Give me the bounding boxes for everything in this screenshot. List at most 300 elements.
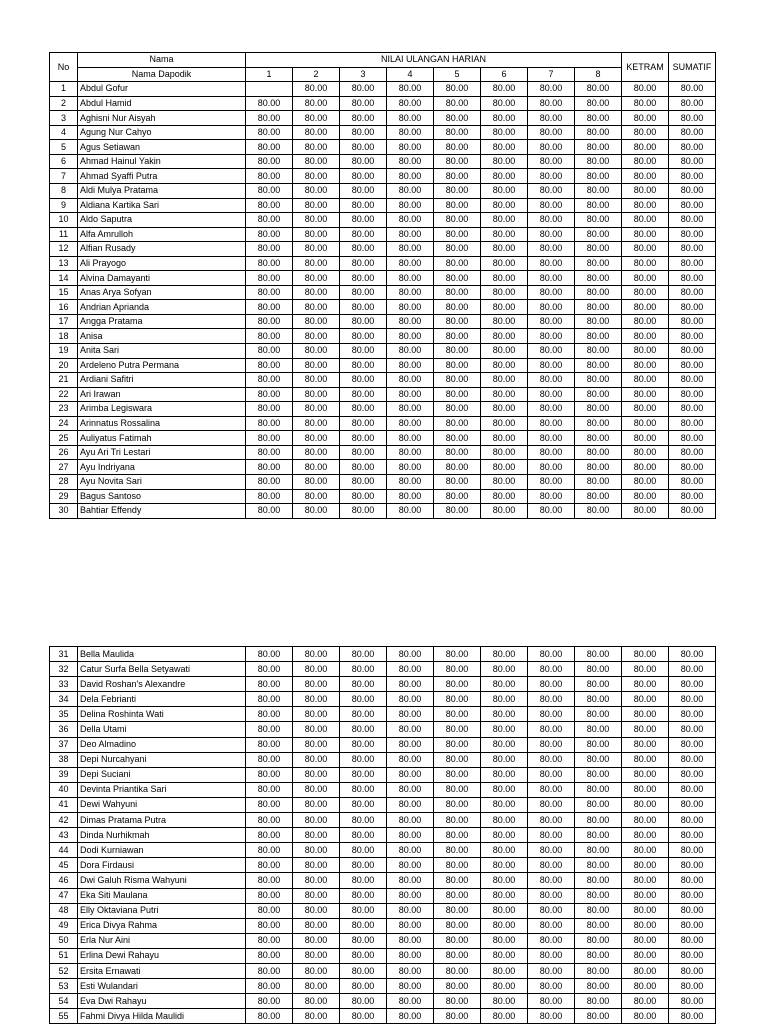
student-name: Ahmad Syaffi Putra xyxy=(78,169,246,184)
table-row xyxy=(50,948,716,963)
score-uh-7: 80.00 xyxy=(528,402,575,417)
score-uh-5: 80.00 xyxy=(434,445,481,460)
score-sumatif: 80.00 xyxy=(669,782,716,797)
score-uh-1: 80.00 xyxy=(246,737,293,752)
score-sumatif: 80.00 xyxy=(669,692,716,707)
score-ketram: 80.00 xyxy=(622,1009,669,1024)
score-uh-2: 80.00 xyxy=(293,111,340,126)
score-uh-4: 80.00 xyxy=(387,994,434,1009)
score-ketram: 80.00 xyxy=(622,948,669,963)
score-uh-5: 80.00 xyxy=(434,184,481,199)
score-uh-1 xyxy=(246,82,293,97)
score-sumatif: 80.00 xyxy=(669,707,716,722)
student-name: Della Utami xyxy=(78,722,246,737)
score-uh-7: 80.00 xyxy=(528,329,575,344)
row-number: 37 xyxy=(50,737,78,752)
score-uh-3: 80.00 xyxy=(340,948,387,963)
score-uh-3: 80.00 xyxy=(340,125,387,140)
score-uh-1: 80.00 xyxy=(246,285,293,300)
student-name: Bella Maulida xyxy=(78,647,246,662)
score-uh-6: 80.00 xyxy=(481,344,528,359)
score-uh-5: 80.00 xyxy=(434,933,481,948)
table-row xyxy=(50,828,716,843)
score-uh-7: 80.00 xyxy=(528,647,575,662)
score-uh-3: 80.00 xyxy=(340,416,387,431)
score-ketram: 80.00 xyxy=(622,752,669,767)
score-uh-6: 80.00 xyxy=(481,460,528,475)
table-row xyxy=(50,1009,716,1024)
score-uh-4: 80.00 xyxy=(387,828,434,843)
score-ketram: 80.00 xyxy=(622,416,669,431)
score-uh-7: 80.00 xyxy=(528,797,575,812)
score-sumatif: 80.00 xyxy=(669,271,716,286)
score-ketram: 80.00 xyxy=(622,387,669,402)
score-sumatif: 80.00 xyxy=(669,285,716,300)
score-uh-7: 80.00 xyxy=(528,752,575,767)
score-sumatif: 80.00 xyxy=(669,431,716,446)
row-number: 31 xyxy=(50,647,78,662)
score-uh-4: 80.00 xyxy=(387,242,434,257)
score-uh-1: 80.00 xyxy=(246,692,293,707)
score-uh-2: 80.00 xyxy=(293,242,340,257)
score-uh-1: 80.00 xyxy=(246,314,293,329)
score-uh-2: 80.00 xyxy=(293,903,340,918)
score-uh-7: 80.00 xyxy=(528,431,575,446)
score-ketram: 80.00 xyxy=(622,96,669,111)
header-uh-4: 4 xyxy=(387,67,434,82)
student-name: Anisa xyxy=(78,329,246,344)
table-row xyxy=(50,329,716,344)
score-uh-7: 80.00 xyxy=(528,416,575,431)
score-sumatif: 80.00 xyxy=(669,198,716,213)
score-uh-5: 80.00 xyxy=(434,782,481,797)
score-uh-4: 80.00 xyxy=(387,256,434,271)
score-uh-8: 80.00 xyxy=(575,431,622,446)
score-uh-1: 80.00 xyxy=(246,431,293,446)
score-uh-4: 80.00 xyxy=(387,474,434,489)
score-uh-2: 80.00 xyxy=(293,373,340,388)
row-number: 14 xyxy=(50,271,78,286)
score-uh-4: 80.00 xyxy=(387,96,434,111)
score-uh-5: 80.00 xyxy=(434,96,481,111)
score-uh-5: 80.00 xyxy=(434,767,481,782)
table-body-page-1 xyxy=(50,82,716,518)
score-uh-4: 80.00 xyxy=(387,169,434,184)
score-uh-3: 80.00 xyxy=(340,213,387,228)
score-uh-7: 80.00 xyxy=(528,782,575,797)
score-ketram: 80.00 xyxy=(622,662,669,677)
score-uh-7: 80.00 xyxy=(528,948,575,963)
score-uh-8: 80.00 xyxy=(575,329,622,344)
score-uh-5: 80.00 xyxy=(434,692,481,707)
score-sumatif: 80.00 xyxy=(669,843,716,858)
score-uh-7: 80.00 xyxy=(528,933,575,948)
score-sumatif: 80.00 xyxy=(669,445,716,460)
score-uh-4: 80.00 xyxy=(387,888,434,903)
score-uh-3: 80.00 xyxy=(340,314,387,329)
score-uh-3: 80.00 xyxy=(340,828,387,843)
score-uh-6: 80.00 xyxy=(481,169,528,184)
score-uh-6: 80.00 xyxy=(481,300,528,315)
score-uh-3: 80.00 xyxy=(340,198,387,213)
score-ketram: 80.00 xyxy=(622,213,669,228)
student-name: Devinta Priantika Sari xyxy=(78,782,246,797)
score-uh-8: 80.00 xyxy=(575,154,622,169)
table-row xyxy=(50,979,716,994)
score-uh-4: 80.00 xyxy=(387,722,434,737)
header-uh-8: 8 xyxy=(575,67,622,82)
student-name: Delina Roshinta Wati xyxy=(78,707,246,722)
score-uh-6: 80.00 xyxy=(481,963,528,978)
score-uh-3: 80.00 xyxy=(340,256,387,271)
score-uh-3: 80.00 xyxy=(340,707,387,722)
student-name: Bagus Santoso xyxy=(78,489,246,504)
score-ketram: 80.00 xyxy=(622,169,669,184)
student-name: Fahmi Divya Hilda Maulidi xyxy=(78,1009,246,1024)
score-uh-2: 80.00 xyxy=(293,752,340,767)
score-uh-5: 80.00 xyxy=(434,722,481,737)
header-uh-3: 3 xyxy=(340,67,387,82)
score-sumatif: 80.00 xyxy=(669,647,716,662)
student-name: Eva Dwi Rahayu xyxy=(78,994,246,1009)
score-uh-5: 80.00 xyxy=(434,387,481,402)
score-sumatif: 80.00 xyxy=(669,460,716,475)
score-uh-6: 80.00 xyxy=(481,692,528,707)
score-uh-3: 80.00 xyxy=(340,1009,387,1024)
score-uh-7: 80.00 xyxy=(528,358,575,373)
table-row xyxy=(50,767,716,782)
score-uh-2: 80.00 xyxy=(293,858,340,873)
score-uh-5: 80.00 xyxy=(434,474,481,489)
score-uh-6: 80.00 xyxy=(481,198,528,213)
score-uh-6: 80.00 xyxy=(481,979,528,994)
score-uh-2: 80.00 xyxy=(293,782,340,797)
score-uh-5: 80.00 xyxy=(434,677,481,692)
score-uh-6: 80.00 xyxy=(481,314,528,329)
score-uh-7: 80.00 xyxy=(528,504,575,519)
score-uh-8: 80.00 xyxy=(575,416,622,431)
student-name: Agung Nur Cahyo xyxy=(78,125,246,140)
student-name: Erica Divya Rahma xyxy=(78,918,246,933)
table-row xyxy=(50,888,716,903)
score-uh-5: 80.00 xyxy=(434,431,481,446)
score-uh-6: 80.00 xyxy=(481,373,528,388)
score-ketram: 80.00 xyxy=(622,402,669,417)
row-number: 48 xyxy=(50,903,78,918)
score-ketram: 80.00 xyxy=(622,918,669,933)
student-name: Elly Oktaviana Putri xyxy=(78,903,246,918)
score-uh-6: 80.00 xyxy=(481,843,528,858)
student-name: Ardiani Safitri xyxy=(78,373,246,388)
row-number: 1 xyxy=(50,82,78,97)
score-uh-8: 80.00 xyxy=(575,933,622,948)
score-uh-2: 80.00 xyxy=(293,271,340,286)
table-row xyxy=(50,387,716,402)
score-uh-1: 80.00 xyxy=(246,722,293,737)
row-number: 49 xyxy=(50,918,78,933)
table-row xyxy=(50,843,716,858)
score-uh-3: 80.00 xyxy=(340,722,387,737)
score-uh-6: 80.00 xyxy=(481,948,528,963)
score-sumatif: 80.00 xyxy=(669,752,716,767)
score-sumatif: 80.00 xyxy=(669,96,716,111)
score-uh-1: 80.00 xyxy=(246,948,293,963)
score-sumatif: 80.00 xyxy=(669,504,716,519)
score-uh-4: 80.00 xyxy=(387,662,434,677)
table-row xyxy=(50,677,716,692)
score-uh-5: 80.00 xyxy=(434,169,481,184)
score-uh-8: 80.00 xyxy=(575,82,622,97)
row-number: 3 xyxy=(50,111,78,126)
score-uh-3: 80.00 xyxy=(340,445,387,460)
score-uh-2: 80.00 xyxy=(293,402,340,417)
table-row xyxy=(50,782,716,797)
score-uh-3: 80.00 xyxy=(340,662,387,677)
score-uh-2: 80.00 xyxy=(293,154,340,169)
row-number: 15 xyxy=(50,285,78,300)
student-name: Dela Febrianti xyxy=(78,692,246,707)
score-uh-4: 80.00 xyxy=(387,198,434,213)
score-uh-4: 80.00 xyxy=(387,358,434,373)
score-ketram: 80.00 xyxy=(622,474,669,489)
score-uh-2: 80.00 xyxy=(293,344,340,359)
score-uh-7: 80.00 xyxy=(528,489,575,504)
row-number: 50 xyxy=(50,933,78,948)
score-ketram: 80.00 xyxy=(622,843,669,858)
table-row xyxy=(50,963,716,978)
score-uh-5: 80.00 xyxy=(434,314,481,329)
score-uh-2: 80.00 xyxy=(293,918,340,933)
score-uh-7: 80.00 xyxy=(528,873,575,888)
score-sumatif: 80.00 xyxy=(669,387,716,402)
header-row-1 xyxy=(50,53,716,68)
student-name: Depi Suciani xyxy=(78,767,246,782)
row-number: 19 xyxy=(50,344,78,359)
score-uh-6: 80.00 xyxy=(481,707,528,722)
score-ketram: 80.00 xyxy=(622,963,669,978)
score-uh-8: 80.00 xyxy=(575,198,622,213)
score-uh-8: 80.00 xyxy=(575,843,622,858)
score-uh-4: 80.00 xyxy=(387,843,434,858)
score-uh-6: 80.00 xyxy=(481,285,528,300)
score-uh-5: 80.00 xyxy=(434,858,481,873)
score-uh-3: 80.00 xyxy=(340,154,387,169)
table-row xyxy=(50,358,716,373)
score-uh-1: 80.00 xyxy=(246,994,293,1009)
score-uh-6: 80.00 xyxy=(481,227,528,242)
score-uh-6: 80.00 xyxy=(481,782,528,797)
score-uh-2: 80.00 xyxy=(293,1009,340,1024)
score-uh-8: 80.00 xyxy=(575,918,622,933)
score-uh-8: 80.00 xyxy=(575,460,622,475)
score-uh-4: 80.00 xyxy=(387,344,434,359)
score-uh-2: 80.00 xyxy=(293,285,340,300)
table-row xyxy=(50,460,716,475)
score-ketram: 80.00 xyxy=(622,828,669,843)
score-uh-1: 80.00 xyxy=(246,858,293,873)
score-sumatif: 80.00 xyxy=(669,358,716,373)
score-uh-3: 80.00 xyxy=(340,918,387,933)
score-sumatif: 80.00 xyxy=(669,314,716,329)
score-uh-6: 80.00 xyxy=(481,828,528,843)
score-uh-4: 80.00 xyxy=(387,489,434,504)
score-uh-1: 80.00 xyxy=(246,184,293,199)
score-uh-7: 80.00 xyxy=(528,169,575,184)
score-uh-5: 80.00 xyxy=(434,402,481,417)
score-uh-5: 80.00 xyxy=(434,256,481,271)
score-uh-7: 80.00 xyxy=(528,285,575,300)
score-uh-3: 80.00 xyxy=(340,96,387,111)
score-uh-3: 80.00 xyxy=(340,329,387,344)
table-row xyxy=(50,722,716,737)
score-uh-7: 80.00 xyxy=(528,373,575,388)
score-uh-3: 80.00 xyxy=(340,692,387,707)
score-ketram: 80.00 xyxy=(622,460,669,475)
score-uh-4: 80.00 xyxy=(387,858,434,873)
student-name: Dora Firdausi xyxy=(78,858,246,873)
score-uh-8: 80.00 xyxy=(575,373,622,388)
score-uh-8: 80.00 xyxy=(575,752,622,767)
score-uh-7: 80.00 xyxy=(528,888,575,903)
score-uh-2: 80.00 xyxy=(293,489,340,504)
score-uh-6: 80.00 xyxy=(481,873,528,888)
score-uh-2: 80.00 xyxy=(293,797,340,812)
table-row xyxy=(50,692,716,707)
score-uh-2: 80.00 xyxy=(293,873,340,888)
score-uh-1: 80.00 xyxy=(246,242,293,257)
score-uh-8: 80.00 xyxy=(575,344,622,359)
score-uh-5: 80.00 xyxy=(434,813,481,828)
score-sumatif: 80.00 xyxy=(669,858,716,873)
score-uh-8: 80.00 xyxy=(575,662,622,677)
score-uh-5: 80.00 xyxy=(434,416,481,431)
score-uh-1: 80.00 xyxy=(246,358,293,373)
student-name: Erla Nur Aini xyxy=(78,933,246,948)
row-number: 16 xyxy=(50,300,78,315)
score-uh-3: 80.00 xyxy=(340,873,387,888)
score-uh-1: 80.00 xyxy=(246,271,293,286)
score-uh-5: 80.00 xyxy=(434,271,481,286)
score-ketram: 80.00 xyxy=(622,813,669,828)
score-sumatif: 80.00 xyxy=(669,828,716,843)
score-uh-1: 80.00 xyxy=(246,445,293,460)
score-uh-2: 80.00 xyxy=(293,647,340,662)
score-uh-3: 80.00 xyxy=(340,797,387,812)
table-row xyxy=(50,647,716,662)
score-uh-4: 80.00 xyxy=(387,140,434,155)
score-sumatif: 80.00 xyxy=(669,994,716,1009)
score-uh-6: 80.00 xyxy=(481,445,528,460)
table-row xyxy=(50,344,716,359)
score-uh-2: 80.00 xyxy=(293,358,340,373)
table-row xyxy=(50,752,716,767)
score-uh-6: 80.00 xyxy=(481,504,528,519)
student-name: Aldi Mulya Pratama xyxy=(78,184,246,199)
score-uh-5: 80.00 xyxy=(434,752,481,767)
score-uh-5: 80.00 xyxy=(434,1009,481,1024)
score-uh-4: 80.00 xyxy=(387,387,434,402)
score-uh-6: 80.00 xyxy=(481,858,528,873)
score-uh-4: 80.00 xyxy=(387,948,434,963)
score-ketram: 80.00 xyxy=(622,797,669,812)
score-ketram: 80.00 xyxy=(622,782,669,797)
score-ketram: 80.00 xyxy=(622,489,669,504)
score-uh-2: 80.00 xyxy=(293,256,340,271)
score-uh-1: 80.00 xyxy=(246,416,293,431)
score-uh-7: 80.00 xyxy=(528,692,575,707)
score-uh-6: 80.00 xyxy=(481,797,528,812)
score-ketram: 80.00 xyxy=(622,873,669,888)
score-uh-1: 80.00 xyxy=(246,140,293,155)
table-row xyxy=(50,169,716,184)
score-uh-1: 80.00 xyxy=(246,933,293,948)
table-row xyxy=(50,707,716,722)
score-ketram: 80.00 xyxy=(622,979,669,994)
score-ketram: 80.00 xyxy=(622,198,669,213)
table-row xyxy=(50,933,716,948)
score-uh-1: 80.00 xyxy=(246,903,293,918)
row-number: 13 xyxy=(50,256,78,271)
score-uh-7: 80.00 xyxy=(528,300,575,315)
student-name: Ardeleno Putra Permana xyxy=(78,358,246,373)
row-number: 46 xyxy=(50,873,78,888)
score-ketram: 80.00 xyxy=(622,271,669,286)
score-uh-5: 80.00 xyxy=(434,647,481,662)
score-ketram: 80.00 xyxy=(622,722,669,737)
score-uh-4: 80.00 xyxy=(387,154,434,169)
score-uh-2: 80.00 xyxy=(293,198,340,213)
score-ketram: 80.00 xyxy=(622,111,669,126)
row-number: 23 xyxy=(50,402,78,417)
score-uh-5: 80.00 xyxy=(434,285,481,300)
score-uh-7: 80.00 xyxy=(528,213,575,228)
header-nama-dapodik: Nama Dapodik xyxy=(78,67,246,82)
score-uh-7: 80.00 xyxy=(528,1009,575,1024)
row-number: 54 xyxy=(50,994,78,1009)
score-uh-4: 80.00 xyxy=(387,285,434,300)
score-sumatif: 80.00 xyxy=(669,227,716,242)
score-uh-2: 80.00 xyxy=(293,767,340,782)
score-ketram: 80.00 xyxy=(622,888,669,903)
row-number: 24 xyxy=(50,416,78,431)
score-ketram: 80.00 xyxy=(622,858,669,873)
score-uh-7: 80.00 xyxy=(528,737,575,752)
score-uh-3: 80.00 xyxy=(340,737,387,752)
score-uh-7: 80.00 xyxy=(528,125,575,140)
score-uh-8: 80.00 xyxy=(575,707,622,722)
score-uh-3: 80.00 xyxy=(340,82,387,97)
row-number: 43 xyxy=(50,828,78,843)
student-name: Deo Almadino xyxy=(78,737,246,752)
score-uh-1: 80.00 xyxy=(246,198,293,213)
row-number: 28 xyxy=(50,474,78,489)
student-name: Bahtiar Effendy xyxy=(78,504,246,519)
row-number: 36 xyxy=(50,722,78,737)
score-uh-6: 80.00 xyxy=(481,358,528,373)
score-uh-8: 80.00 xyxy=(575,737,622,752)
score-uh-4: 80.00 xyxy=(387,504,434,519)
table-row xyxy=(50,300,716,315)
score-uh-7: 80.00 xyxy=(528,828,575,843)
table-row xyxy=(50,489,716,504)
score-uh-2: 80.00 xyxy=(293,169,340,184)
score-uh-4: 80.00 xyxy=(387,213,434,228)
score-uh-1: 80.00 xyxy=(246,329,293,344)
score-ketram: 80.00 xyxy=(622,994,669,1009)
score-uh-3: 80.00 xyxy=(340,344,387,359)
score-sumatif: 80.00 xyxy=(669,873,716,888)
score-uh-2: 80.00 xyxy=(293,948,340,963)
